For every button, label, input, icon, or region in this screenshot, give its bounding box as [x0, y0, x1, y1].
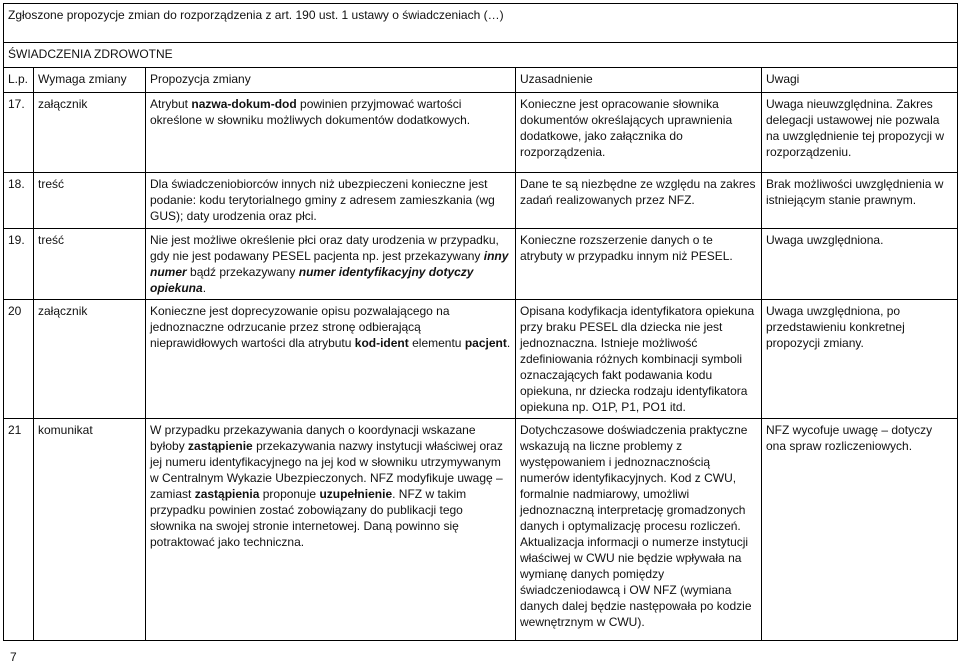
row-uwagi: Uwaga uwzględniona.	[762, 229, 958, 300]
bold-span: zastąpienia	[194, 487, 260, 501]
bold-italic-span: inny numer	[150, 249, 509, 279]
row-propozycja	[146, 93, 516, 173]
row-uwagi: Brak możliwości uwzględnienia w istniejącym stanie prawnym.	[762, 173, 958, 229]
table-row	[4, 419, 958, 641]
text-span: .	[202, 281, 207, 295]
row-uzasadnienie: Dane te są niezbędne ze względu na zakres zadań realizowanych przez NFZ.	[516, 173, 762, 229]
row-uwagi: Uwaga uwzględniona, po przedstawieniu konkretnej propozycji zmiany.	[762, 300, 958, 419]
row-wymaga: załącznik	[34, 300, 146, 419]
row-uzasadnienie: Konieczne jest opracowanie słownika dokumentów określających uprawnienia dodatkowe, jako załącznika do rozporządzenia.	[516, 93, 762, 173]
text-span: powinien przyjmować wartości określone w słowniku możliwych dokumentów dodatkowych.	[150, 97, 471, 127]
proposals-table	[3, 3, 958, 641]
text-span: Konieczne jest doprecyzowanie opisu pozwalającego na jednoznaczne odrzucanie przez stronę odbierającą nieprawidłowych wartości dla atrybutu	[150, 304, 450, 350]
page-number: 7	[10, 650, 17, 664]
section-title: ŚWIADCZENIA ZDROWOTNE	[4, 43, 958, 68]
row-propozycja	[146, 419, 516, 641]
row-wymaga: załącznik	[34, 93, 146, 173]
row-lp: 20	[4, 300, 34, 419]
table-row	[4, 93, 958, 173]
row-lp: 17.	[4, 93, 34, 173]
text-span: Nie jest możliwe określenie płci oraz daty urodzenia w przypadku, gdy nie jest podawany PESEL pacjenta np. jest przekazywany	[150, 233, 499, 263]
col-header-propozycja: Propozycja zmiany	[146, 68, 516, 93]
row-wymaga: komunikat	[34, 419, 146, 641]
row-propozycja	[146, 300, 516, 419]
bold-span: pacjent	[464, 336, 507, 350]
row-uwagi: NFZ wycofuje uwagę – dotyczy ona spraw rozliczeniowych.	[762, 419, 958, 641]
text-span: elementu	[408, 336, 465, 350]
bold-italic-span: numer identyfikacyjny dotyczy opiekuna	[150, 265, 474, 295]
row-wymaga: treść	[34, 229, 146, 300]
text-span: proponuje	[259, 487, 320, 501]
row-lp: 19.	[4, 229, 34, 300]
text-span: W przypadku przekazywania danych o koordynacji wskazane byłoby	[150, 423, 476, 453]
row-uzasadnienie: Opisana kodyfikacja identyfikatora opiekuna przy braku PESEL dla dziecka nie jest jednoznaczna. Istnieje możliwość zdefiniowania różnych kombinacji symboli oznaczających fakt podawania kodu opiekuna, nr dziecka rodzaju identyfikatora opiekuna np. O1P, P1, PO1 itd.	[516, 300, 762, 419]
text-span: . NFZ w takim przypadku powinien zostać zobowiązany do publikacji tego słownika na swojej stronie internetowej. Daną powinno się potraktować jako techniczna.	[150, 487, 467, 549]
table-row	[4, 173, 958, 229]
row-uwagi: Uwaga nieuwzględnina. Zakres delegacji ustawowej nie pozwala na uwzględnienie tej propozycji w rozporządzeniu.	[762, 93, 958, 173]
document-title: Zgłoszone propozycje zmian do rozporządzenia z art. 190 ust. 1 ustawy o świadczeniach (…)	[4, 4, 958, 43]
row-lp: 21	[4, 419, 34, 641]
row-uzasadnienie: Dotychczasowe doświadczenia praktyczne wskazują na liczne problemy z występowaniem i jednoznacznością numerów identyfikacyjnych. Kod z CWU, formalnie nadmiarowy, umożliwi jednoznaczną interpretację gromadzonych danych i optymalizację procesu rozliczeń. Aktualizacja informacji o numerze instytucji właściwej w CWU nie będzie wpływała na wymianę danych pomiędzy świadczeniodawcą i OW NFZ (wymiana danych dalej będzie następowała po kodzie wewnętrznym w CWU).	[516, 419, 762, 641]
bold-span: nazwa-dokum-dod	[191, 97, 297, 111]
row-uzasadnienie: Konieczne rozszerzenie danych o te atrybuty w przypadku innym niż PESEL.	[516, 229, 762, 300]
row-propozycja	[146, 229, 516, 300]
row-wymaga: treść	[34, 173, 146, 229]
col-header-lp: L.p.	[4, 68, 34, 93]
table-row	[4, 229, 958, 300]
table-header	[4, 68, 958, 93]
row-lp: 18.	[4, 173, 34, 229]
bold-span: zastąpienie	[188, 439, 253, 453]
bold-span: uzupełnienie	[319, 487, 393, 501]
col-header-uzasadnienie: Uzasadnienie	[516, 68, 762, 93]
bold-span: kod-ident	[354, 336, 409, 350]
row-propozycja: Dla świadczeniobiorców innych niż ubezpieczeni konieczne jest podanie: kodu terytorialnego gminy z adresem zamieszkania (wg GUS); daty urodzenia oraz płci.	[146, 173, 516, 229]
text-span: bądź przekazywany	[186, 265, 299, 279]
text-span: .	[506, 336, 511, 350]
text-span: przekazywania nazwy instytucji właściwej oraz jej numeru identyfikacyjnego na jej kod w słowniku utrzymywanym w Centralnym Wykazie Ubezpieczonych. NFZ modyfikuje uwagę – zamiast	[150, 439, 503, 501]
col-header-wymaga: Wymaga zmiany	[34, 68, 146, 93]
text-span: Atrybut	[150, 97, 192, 111]
col-header-uwagi: Uwagi	[762, 68, 958, 93]
table-row	[4, 300, 958, 419]
